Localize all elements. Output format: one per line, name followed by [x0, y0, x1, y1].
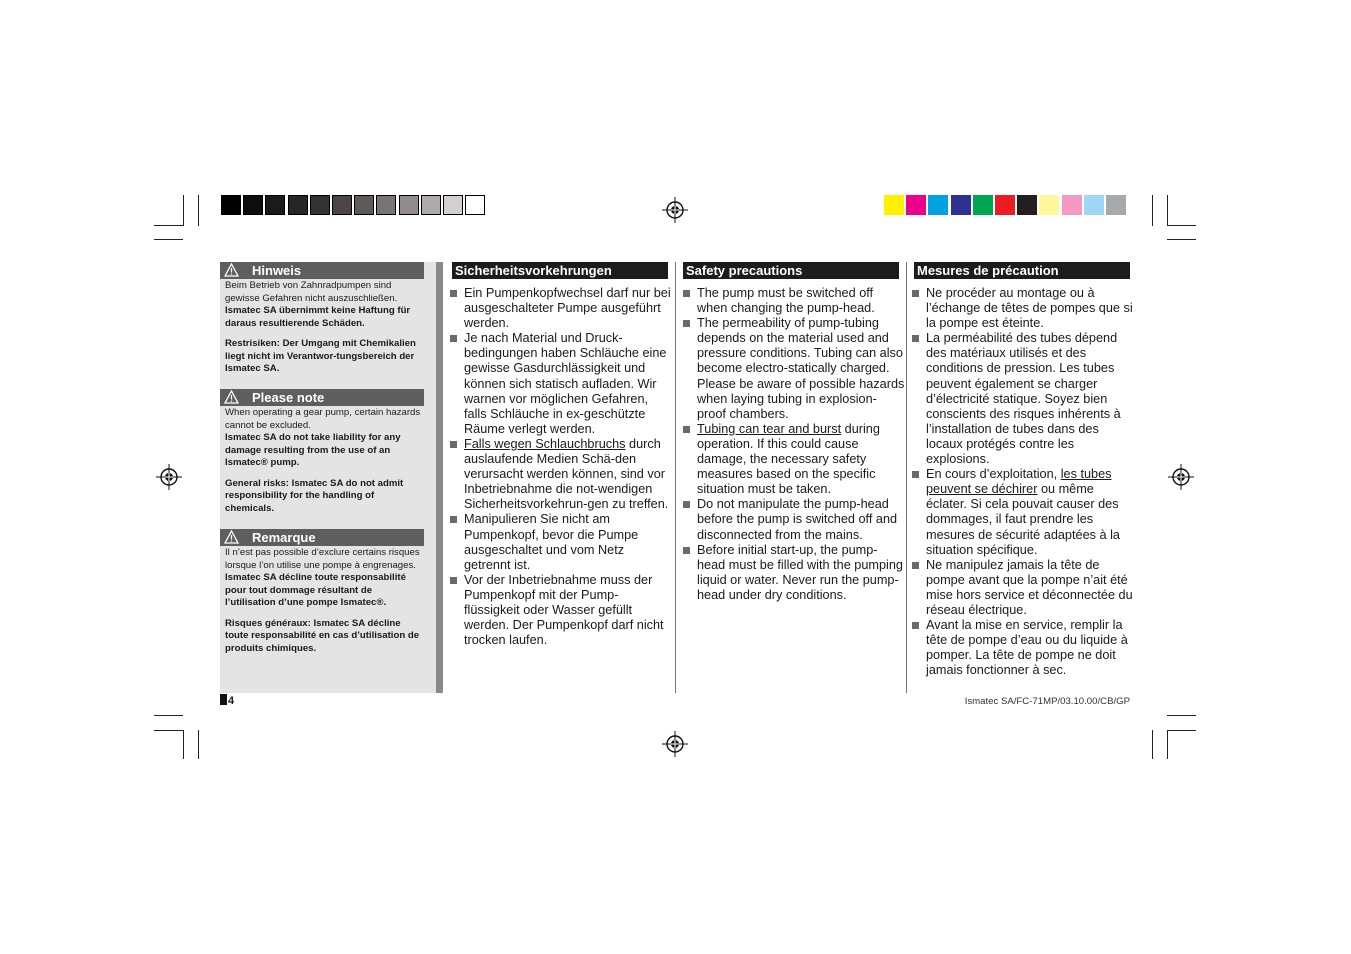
item-text: Ne procéder au montage ou à l’échange de têtes de pompes que si la pompe est éteinte.	[926, 286, 1133, 331]
grayscale-swatch	[288, 195, 308, 215]
note-paragraph	[225, 547, 425, 610]
item-underlined-text: Tubing can tear and burst	[697, 421, 842, 436]
bullet-square-icon	[912, 622, 919, 629]
column-title-german: Sicherheitsvorkehrungen	[452, 262, 668, 279]
list-item	[450, 512, 672, 572]
crop-mark	[154, 239, 183, 240]
registration-mark-icon	[662, 197, 688, 223]
crop-mark	[1152, 730, 1153, 759]
list-item	[683, 543, 905, 603]
item-text: Before initial start-up, the pump-head must be filled with the pumping liquid or water. Never run the pump-head under dry conditions.	[697, 542, 903, 602]
crop-mark	[1167, 715, 1196, 716]
item-underlined-text: les tubes peuvent se déchirer	[926, 467, 1112, 497]
note-title: Remarque	[252, 530, 316, 545]
item-text: Avant la mise en service, remplir la tête de pompe d’eau ou du liquide à pomper. La tête de pompe ne doit jamais fonctionner à sec.	[926, 618, 1128, 678]
color-swatch	[906, 195, 926, 215]
bullet-square-icon	[450, 290, 457, 297]
list-item	[683, 422, 905, 497]
column-french	[912, 286, 1134, 678]
item-text: The pump must be switched off when changing the pump-head.	[697, 286, 875, 316]
list-item	[912, 286, 1134, 331]
grayscale-swatch	[399, 195, 419, 215]
note-paragraph	[225, 338, 425, 376]
item-text: Manipulieren Sie nicht am Pumpenkopf, bevor die Pumpe ausgeschaltet und vom Netz getrennt ist.	[464, 512, 639, 572]
registration-mark-icon	[156, 464, 182, 490]
crop-mark	[1167, 730, 1196, 731]
note-body-hinweis	[225, 280, 425, 376]
note-title: Hinweis	[252, 263, 302, 278]
bullet-square-icon	[450, 577, 457, 584]
crop-mark	[154, 730, 183, 731]
item-text: The permeability of pump-tubing depends on the material used and pressure conditions. Tubing can also become electro-statically charged. Please be aware of possible hazards when laying tubing in explosion-proof chambers.	[697, 316, 905, 421]
note-bold-text: General risks: Ismatec SA do not admit responsibility for the handling of chemicals.	[225, 477, 404, 514]
list-item	[450, 573, 672, 648]
bullet-square-icon	[683, 547, 690, 554]
document-reference: Ismatec SA/FC-71MP/03.10.00/CB/GP	[964, 696, 1130, 707]
bullet-square-icon	[450, 335, 457, 342]
color-swatch	[1017, 195, 1037, 215]
note-text: When operating a gear pump, certain hazards cannot be excluded.	[225, 407, 421, 431]
grayscale-swatch	[443, 195, 463, 215]
note-text: Beim Betrieb von Zahnradpumpen sind gewisse Gefahren nicht auszuschließen.	[225, 280, 398, 304]
list-item	[912, 558, 1134, 618]
crop-mark	[154, 225, 183, 226]
list-item	[683, 286, 905, 316]
registration-mark-icon	[1168, 464, 1194, 490]
note-paragraph	[225, 618, 425, 656]
crop-mark	[1167, 225, 1196, 226]
note-title: Please note	[252, 390, 325, 405]
grayscale-swatch	[354, 195, 374, 215]
warning-icon	[224, 390, 239, 404]
crop-mark	[154, 715, 183, 716]
grayscale-swatch	[265, 195, 285, 215]
item-text: ou même éclater. Si cela pouvait causer des dommages, il faut prendre les mesures de sécurité adaptées à la situation spécifique.	[926, 482, 1120, 557]
notes-panel	[220, 262, 443, 693]
bullet-square-icon	[912, 471, 919, 478]
list-item	[912, 618, 1134, 678]
grayscale-swatch	[376, 195, 396, 215]
crop-mark	[1152, 195, 1153, 226]
bullet-square-icon	[912, 562, 919, 569]
bullet-square-icon	[683, 501, 690, 508]
color-swatch	[1039, 195, 1059, 215]
column-divider	[906, 262, 907, 693]
bullet-square-icon	[450, 441, 457, 448]
warning-icon	[224, 530, 239, 544]
page-number-text: 4	[228, 695, 235, 707]
grayscale-swatch	[243, 195, 263, 215]
item-text: La perméabilité des tubes dépend des matériaux utilisés et des conditions de pression. Les tubes peuvent également se charger d’électricité statique. Soyez bien conscients des risques inhérents à l’installation de tubes dans des locaux protégés contre les explosions.	[926, 331, 1121, 467]
item-text: Do not manipulate the pump-head before the pump is switched off and disconnected from the mains.	[697, 497, 898, 542]
crop-mark	[1167, 239, 1196, 240]
item-underlined-text: Falls wegen Schlauchbruchs	[464, 436, 626, 451]
list-item	[912, 331, 1134, 467]
note-text: Il n’est pas possible d’exclure certains risques lorsque l’on utilise une pompe à engrenages.	[225, 547, 420, 571]
color-swatch	[1106, 195, 1126, 215]
color-swatch	[1084, 195, 1104, 215]
column-english	[683, 286, 905, 603]
note-bold-text: Ismatec SA do not take liability for any damage resulting from the use of an Ismatec® pump.	[225, 432, 401, 468]
note-paragraph	[225, 407, 425, 470]
list-item	[912, 467, 1134, 558]
column-german	[450, 286, 672, 648]
color-swatch	[884, 195, 904, 215]
item-text: during operation. If this could cause damage, the necessary safety measures based on the specific situation must be taken.	[697, 421, 880, 497]
list-item	[450, 437, 672, 512]
note-bold-text: Ismatec SA übernimmt keine Haftung für daraus resultierende Schäden.	[225, 305, 411, 329]
column-title-french: Mesures de précaution	[914, 262, 1130, 279]
item-text: Ein Pumpenkopfwechsel darf nur bei ausgeschalteter Pumpe ausgeführt werden.	[464, 286, 671, 331]
grayscale-swatch	[332, 195, 352, 215]
grayscale-swatch	[221, 195, 241, 215]
registration-mark-icon	[662, 731, 688, 757]
list-item	[683, 316, 905, 422]
crop-mark	[183, 195, 184, 226]
panel-divider	[436, 262, 443, 693]
item-text: Vor der Inbetriebnahme muss der Pumpenkopf mit der Pump-flüssigkeit oder Wasser gefüllt werden. Der Pumpenkopf darf nicht trocken laufen.	[464, 572, 664, 648]
item-text: Je nach Material und Druck-bedingungen haben Schläuche eine gewisse Gasdurchlässigkeit und können sich statisch aufladen. Wir warnen vor möglichen Gefahren, falls Schläuche in ex-geschützte Räume verlegt werden.	[464, 331, 667, 436]
list-item	[450, 331, 672, 437]
note-header-please-note	[220, 389, 424, 406]
note-body-remarque	[225, 547, 425, 655]
warning-icon	[224, 263, 239, 277]
bullet-square-icon	[683, 426, 690, 433]
bullet-square-icon	[683, 320, 690, 327]
note-header-hinweis	[220, 262, 424, 279]
item-text: durch auslaufende Medien Schä-den verursacht werden können, sind vor Inbetriebnahme die not-wendigen Sicherheitsvorkehrun-gen zu treffen.	[464, 436, 669, 512]
bullet-square-icon	[683, 290, 690, 297]
column-title-english: Safety precautions	[683, 262, 899, 279]
note-bold-text: Ismatec SA décline toute responsabilité pour tout dommage résultant de l’utilisation d’une pompe Ismatec®.	[225, 572, 406, 608]
color-swatch	[1062, 195, 1082, 215]
grayscale-swatch	[421, 195, 441, 215]
page-number	[220, 694, 234, 707]
grayscale-swatch	[310, 195, 330, 215]
grayscale-swatch	[465, 195, 485, 215]
crop-mark	[198, 195, 199, 226]
crop-mark	[198, 730, 199, 759]
list-item	[683, 497, 905, 542]
note-body-please-note	[225, 407, 425, 515]
item-text: En cours d’exploitation,	[926, 467, 1061, 482]
color-swatch	[951, 195, 971, 215]
note-paragraph	[225, 478, 425, 516]
color-swatch	[995, 195, 1015, 215]
note-bold-text: Restrisiken: Der Umgang mit Chemikalien liegt nicht im Verantwor-tungsbereich der Ismatec SA.	[225, 338, 416, 374]
crop-mark	[183, 730, 184, 759]
note-bold-text: Risques généraux: Ismatec SA décline toute responsabilité en cas d’utilisation de produits chimiques.	[225, 617, 420, 654]
note-header-remarque	[220, 529, 424, 546]
item-text: Ne manipulez jamais la tête de pompe avant que la pompe n’ait été mise hors service et déconnectée du réseau électrique.	[926, 557, 1133, 617]
color-swatch	[973, 195, 993, 215]
crop-mark	[1167, 195, 1168, 226]
color-swatch	[928, 195, 948, 215]
bullet-square-icon	[912, 290, 919, 297]
bullet-square-icon	[912, 335, 919, 342]
bullet-square-icon	[450, 516, 457, 523]
note-paragraph	[225, 280, 425, 330]
column-divider	[675, 262, 676, 693]
list-item	[450, 286, 672, 331]
crop-mark	[1167, 730, 1168, 759]
